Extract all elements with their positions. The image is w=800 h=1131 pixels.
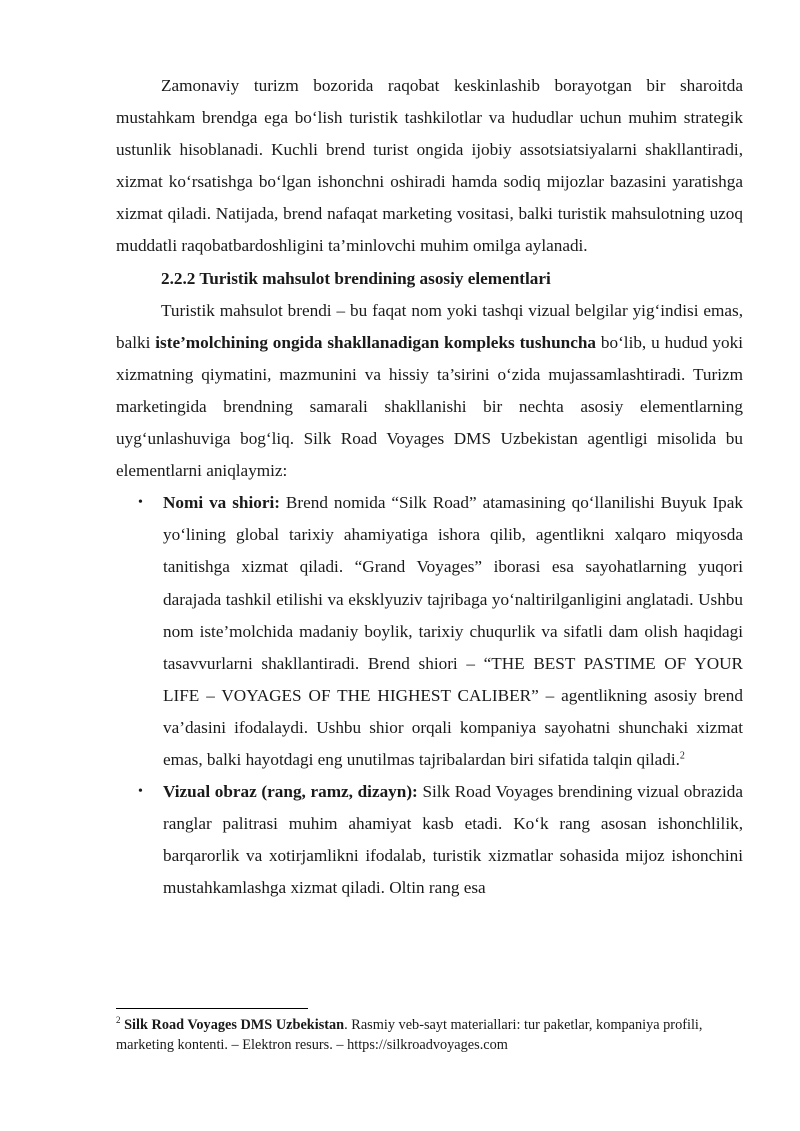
list-item: [116, 776, 743, 904]
intro-paragraph: Zamonaviy turizm bozorida raqobat keskinlashib borayotgan bir sharoitda mustahkam brendga ega bo‘lish turistik tashkilotlar va hududlar uchun muhim strategik ustunlik hisoblanadi. Kuchli brend turist ongida ijobiy assotsiatsiyalarni shakllantiradi, xizmat ko‘rsatishga bo‘lgan ishonchni oshiradi hamda sodiq mijozlar bazasini yaratishga xizmat qiladi. Natijada, brend nafaqat marketing vositasi, balki turistik mahsulotning uzoq muddatli raqobatbardoshligini ta’minlovchi muhim omilga aylanadi.: [116, 76, 743, 256]
footnote-reference[interactable]: 2: [679, 750, 685, 762]
section-paragraph-bold: iste’molchining ongida shakllanadigan kompleks tushuncha: [155, 332, 596, 352]
list-item-text: Silk Road Voyages brendining vizual obrazida ranglar palitrasi muhim ahamiyat kasb etadi. Ko‘k rang asosan ishonchlilik, barqarorlik va xotirjamlikni ifodalab, turistik xizmatlar sohasida mijoz ishonchini mustahkamlashga xizmat qiladi. Oltin rang esa: [163, 782, 743, 898]
document-body: [116, 70, 743, 904]
list-item-title: Vizual obraz (rang, ramz, dizayn):: [163, 782, 418, 802]
footnote-text: . Rasmiy veb-sayt materiallari: tur paketlar, kompaniya profili, marketing kontenti. – Elektron resurs. – https://silkroadvoyages.com: [116, 1017, 703, 1053]
footnote: [116, 1015, 743, 1055]
list-item: [116, 487, 743, 776]
section-paragraph: [116, 295, 743, 488]
list-item-title: Nomi va shiori:: [163, 493, 280, 513]
bullet-icon: •: [138, 784, 143, 800]
section-heading: 2.2.2 Turistik mahsulot brendining asosiy elementlari: [161, 268, 551, 288]
footnote-divider: [116, 1008, 308, 1009]
footnote-source-title: Silk Road Voyages DMS Uzbekistan: [124, 1017, 345, 1033]
footnote-number: 2: [116, 1015, 121, 1026]
elements-list: [116, 487, 743, 904]
section-paragraph-end: bo‘lib, u hudud yoki xizmatning qiymatini, mazmunini va hissiy ta’sirini o‘zida mujassamlashtiradi. Turizm marketingida brendning samarali shakllanishi bir nechta asosiy elementlarning uyg‘unlashuviga bog‘liq. Silk Road Voyages DMS Uzbekistan agentligi misolida bu elementlarni aniqlaymiz:: [116, 332, 743, 481]
bullet-icon: •: [138, 495, 143, 511]
list-item-text: Brend nomida “Silk Road” atamasining qo‘llanilishi Buyuk Ipak yo‘lining global tarixiy ahamiyatiga ishora qilib, agentlikni xalqaro miqyosda tanitishga xizmat qiladi. “Grand Voyages” iborasi esa sayohatlarning yuqori darajada tashkil etilishi va eksklyuziv tajribaga yo‘naltirilganligini anglatadi. Ushbu nom iste’molchida madaniy boylik, tarixiy chuqurlik va sifatli dam olish haqidagi tasavvurlarni shakllantiradi. Brend shiori – “THE BEST PASTIME OF YOUR LIFE – VOYAGES OF THE HIGHEST CALIBER” – agentlikning asosiy brend va’dasini ifodalaydi. Ushbu shior orqali kompaniya sayohatni shunchaki xizmat emas, balki hayotdagi eng unutilmas tajribalardan biri sifatida talqin qiladi.: [163, 493, 744, 769]
section-paragraph-start: Turistik mahsulot brendi – bu faqat nom yoki tashqi vizual belgilar yig‘indisi emas, balki: [116, 300, 743, 352]
